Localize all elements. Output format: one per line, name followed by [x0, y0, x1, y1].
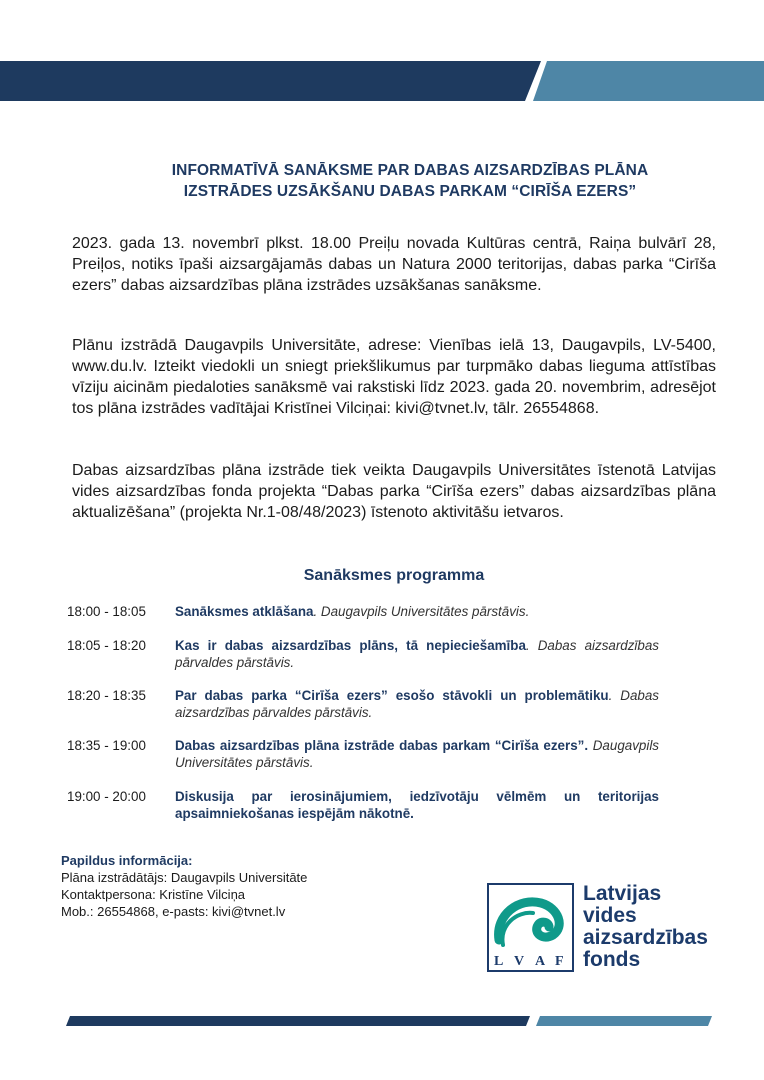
info-heading: Papildus informācija:	[61, 853, 193, 868]
program-topic: Kas ir dabas aizsardzības plāns, tā nepieciešamība	[175, 638, 526, 653]
program-description	[175, 603, 659, 620]
paragraph-project: Dabas aizsardzības plāna izstrāde tiek veikta Daugavpils Universitātes īstenotā Latvijas vides aizsardzības fonda projekta “Dabas parka “Cirīša ezers” dabas aizsardzības plāna aktualizēšana” (projekta Nr.1-08/48/2023) īstenoto aktivitāšu ietvaros.	[72, 462, 716, 521]
program-speaker: . Dabas aizsardzības pārvaldes pārstāvis.	[175, 638, 660, 670]
info-phone-email: Mob.: 26554868, e-pasts: kivi@tvnet.lv	[61, 904, 286, 919]
title-line-1: INFORMATĪVĀ SANĀKSME PAR DABAS AIZSARDZĪBAS PLĀNA	[171, 162, 649, 179]
additional-info	[61, 852, 307, 920]
program-description	[175, 737, 659, 771]
header-banner	[0, 61, 764, 101]
program-topic: Par dabas parka “Cirīša ezers” esošo stāvokli un problemātiku	[175, 688, 609, 703]
swirl-icon	[489, 885, 572, 970]
program-time: 19:00 - 20:00	[67, 789, 146, 804]
lvaf-letter: F	[555, 954, 564, 969]
program-topic: Diskusija par ierosinājumiem, iedzīvotāju vēlmēm un teritorijas apsaimniekošanas iespējām nākotnē.	[175, 789, 659, 821]
lvaf-name-line: fonds	[583, 948, 641, 971]
lvaf-letter: A	[535, 954, 546, 969]
footer-banner	[0, 1016, 764, 1030]
info-contact-person: Kontaktpersona: Kristīne Vilciņa	[61, 887, 246, 902]
program-topic: Sanāksmes atklāšana	[175, 604, 314, 619]
program-time: 18:35 - 19:00	[67, 738, 146, 753]
program-time: 18:20 - 18:35	[67, 688, 146, 703]
program-description	[175, 687, 659, 721]
program-description	[175, 788, 659, 822]
lvaf-name-line: Latvijas	[583, 882, 662, 905]
program-time: 18:05 - 18:20	[67, 638, 146, 653]
program-speaker: . Daugavpils Universitātes pārstāvis.	[313, 604, 530, 619]
paragraph-developer: Plānu izstrādā Daugavpils Universitāte, adrese: Vienības ielā 13, Daugavpils, LV-5400, www.du.lv. Izteikt viedokli un sniegt priekšlikumus par turpmāko dabas lieguma attīstības vīziju aicinām piedaloties sanāksmē vai rakstiski līdz 2023. gada 20. novembrim, adresējot tos plāna izstrādes vadītājai Kristīnei Vilciņai: kivi@tvnet.lv, tālr. 26554868.	[72, 337, 716, 417]
lvaf-name-line: vides	[583, 904, 637, 927]
program-time: 18:00 - 18:05	[67, 604, 146, 619]
paragraph-meeting: 2023. gada 13. novembrī plkst. 18.00 Preiļu novada Kultūras centrā, Raiņa bulvārī 28, Preiļos, notiks īpaši aizsargājamās dabas un Natura 2000 teritorijas, dabas parka “Cirīša ezers” dabas aizsardzības plāna izstrādes uzsākšanas sanāksme.	[72, 235, 716, 294]
lvaf-letter: L	[494, 954, 504, 969]
program-topic: Dabas aizsardzības plāna izstrāde dabas parkam “Cirīša ezers”.	[175, 738, 589, 753]
document-title	[60, 160, 760, 202]
title-line-2: IZSTRĀDES UZSĀKŠANU DABAS PARKAM “CIRĪŠA EZERS”	[183, 183, 637, 200]
program-description	[175, 637, 659, 671]
program-speaker: Daugavpils Universitātes pārstāvis.	[175, 738, 660, 770]
lvaf-letter: V	[514, 954, 525, 969]
program-title: Sanāksmes programma	[303, 567, 485, 584]
lvaf-name-line: aizsardzības	[583, 926, 708, 949]
lvaf-name	[583, 883, 708, 971]
lvaf-logo	[487, 883, 727, 975]
lvaf-emblem	[487, 883, 574, 972]
info-developer: Plāna izstrādātājs: Daugavpils Universitāte	[61, 870, 308, 885]
program-speaker: . Dabas aizsardzības pārvaldes pārstāvis.	[175, 688, 659, 720]
